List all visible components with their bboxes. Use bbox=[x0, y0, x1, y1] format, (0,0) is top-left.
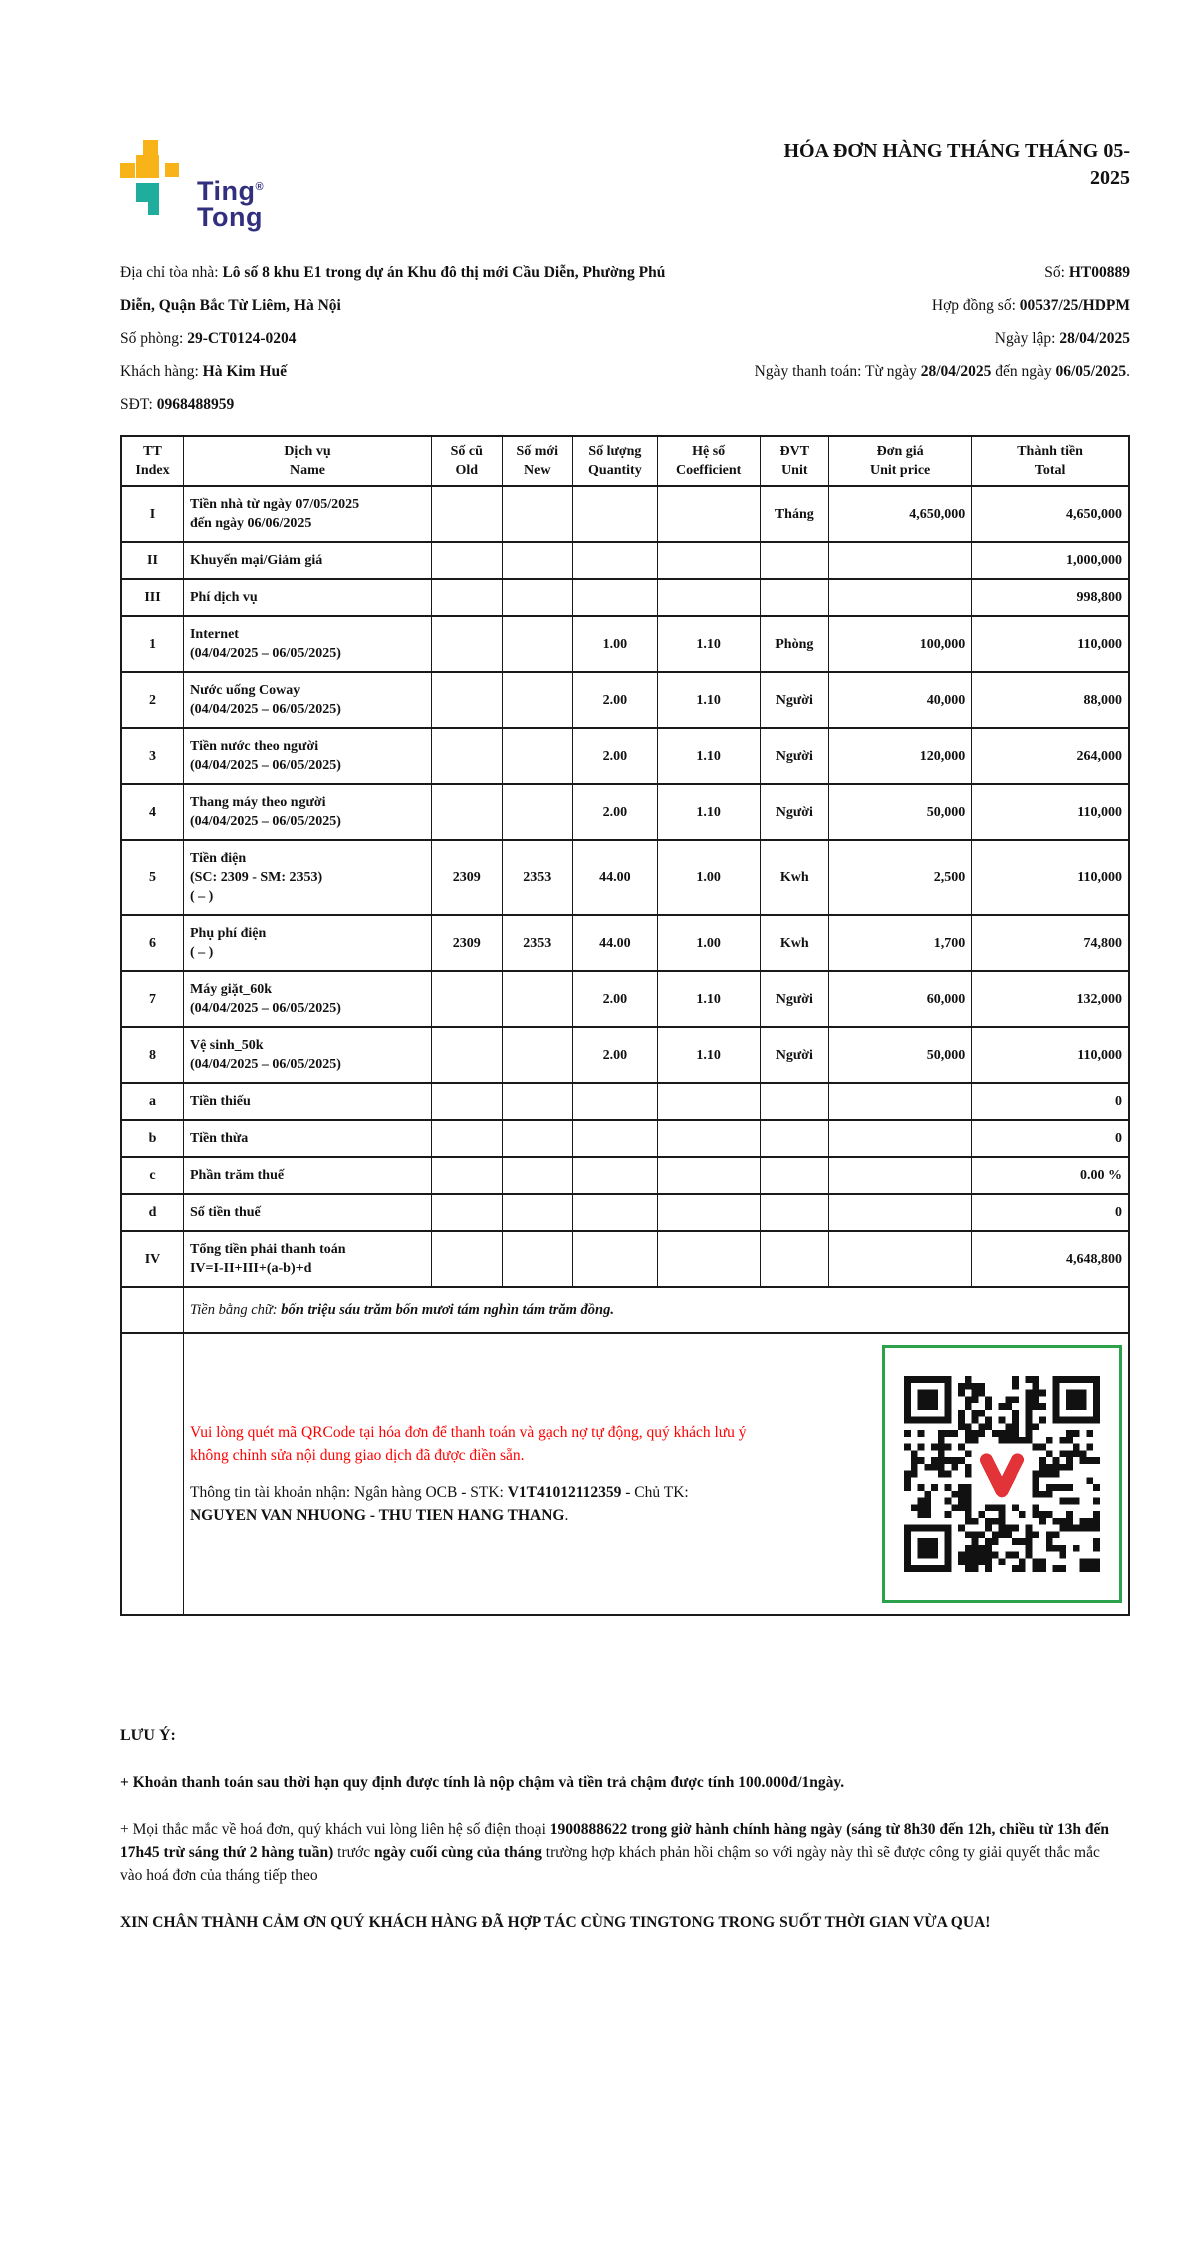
unit-price: 100,000 bbox=[829, 616, 972, 672]
service-name: Nước uống Coway (04/04/2025 – 06/05/2025) bbox=[183, 672, 431, 728]
logo-pixel bbox=[165, 163, 179, 177]
total: 110,000 bbox=[972, 840, 1129, 915]
meter-new bbox=[502, 1027, 573, 1083]
service-name: Khuyến mại/Giảm giá bbox=[183, 542, 431, 579]
table-header-cell: TT Index bbox=[121, 436, 183, 486]
service-name: Tiền thừa bbox=[183, 1120, 431, 1157]
table-row bbox=[121, 1083, 1129, 1120]
amount-in-words-row bbox=[121, 1287, 1129, 1333]
text-segment: bốn triệu sáu trăm bốn mươi tám nghìn tám trăm đồng. bbox=[281, 1301, 615, 1318]
meter-old: 2309 bbox=[431, 840, 502, 915]
meter-new bbox=[502, 784, 573, 840]
customer-phone bbox=[120, 388, 700, 421]
notes-section bbox=[120, 1724, 1130, 1934]
unit-price bbox=[829, 1231, 972, 1287]
text-segment: - Chủ TK: bbox=[621, 1484, 689, 1501]
text-segment: Hà Kim Huế bbox=[202, 363, 288, 380]
meter-new bbox=[502, 486, 573, 542]
table-row bbox=[121, 1027, 1129, 1083]
table-header-cell: Thành tiền Total bbox=[972, 436, 1129, 486]
text-segment: Ngày lập: bbox=[994, 330, 1060, 347]
meter-old bbox=[431, 1083, 502, 1120]
amount-in-words bbox=[183, 1287, 1129, 1333]
text-segment: Lô số 8 khu E1 trong dự án Khu đô thị mới Cầu Diễn, Phường Phú Diễn, Quận Bắc Từ Liêm, Hà Nội bbox=[120, 264, 666, 314]
quantity bbox=[573, 486, 658, 542]
qr-code-frame bbox=[882, 1345, 1122, 1603]
row-index: d bbox=[121, 1194, 183, 1231]
thanks-note: XIN CHÂN THÀNH CẢM ƠN QUÝ KHÁCH HÀNG ĐÃ HỢP TÁC CÙNG TINGTONG TRONG SUỐT THỜI GIAN VỪA QUA! bbox=[120, 1914, 991, 1931]
table-header-cell: Số mới New bbox=[502, 436, 573, 486]
total: 0 bbox=[972, 1083, 1129, 1120]
text-segment: Số: bbox=[1044, 264, 1069, 281]
total: 110,000 bbox=[972, 616, 1129, 672]
info-section bbox=[120, 256, 1130, 421]
text-segment: Địa chỉ tòa nhà: bbox=[120, 264, 223, 281]
unit-price: 50,000 bbox=[829, 784, 972, 840]
row-index: IV bbox=[121, 1231, 183, 1287]
table-row bbox=[121, 579, 1129, 616]
text-segment: 00537/25/HDPM bbox=[1019, 297, 1130, 314]
unit: Kwh bbox=[760, 915, 829, 971]
meter-new: 2353 bbox=[502, 915, 573, 971]
quantity bbox=[573, 579, 658, 616]
unit: Người bbox=[760, 1027, 829, 1083]
logo-line1: Ting bbox=[197, 176, 256, 206]
table-row bbox=[121, 915, 1129, 971]
row-index: 3 bbox=[121, 728, 183, 784]
coefficient bbox=[657, 486, 760, 542]
coefficient: 1.10 bbox=[657, 784, 760, 840]
coefficient: 1.10 bbox=[657, 672, 760, 728]
quantity: 2.00 bbox=[573, 672, 658, 728]
table-header-cell: Số lượng Quantity bbox=[573, 436, 658, 486]
total: 110,000 bbox=[972, 1027, 1129, 1083]
service-name: Internet (04/04/2025 – 06/05/2025) bbox=[183, 616, 431, 672]
table-row bbox=[121, 672, 1129, 728]
quantity: 2.00 bbox=[573, 784, 658, 840]
total: 998,800 bbox=[972, 579, 1129, 616]
text-segment: + Mọi thắc mắc về hoá đơn, quý khách vui lòng liên hệ số điện thoại bbox=[120, 1821, 550, 1838]
coefficient bbox=[657, 579, 760, 616]
text-segment: Tiền bằng chữ: bbox=[189, 1301, 282, 1318]
table-row bbox=[121, 840, 1129, 915]
row-index: 7 bbox=[121, 971, 183, 1027]
total: 4,650,000 bbox=[972, 486, 1129, 542]
meter-old: 2309 bbox=[431, 915, 502, 971]
quantity: 1.00 bbox=[573, 616, 658, 672]
meter-new bbox=[502, 728, 573, 784]
row-index: III bbox=[121, 579, 183, 616]
logo-pixel bbox=[136, 155, 159, 178]
service-name: Phí dịch vụ bbox=[183, 579, 431, 616]
unit bbox=[760, 1194, 829, 1231]
total: 74,800 bbox=[972, 915, 1129, 971]
unit bbox=[760, 542, 829, 579]
service-name: Phụ phí điện ( – ) bbox=[183, 915, 431, 971]
unit bbox=[760, 1120, 829, 1157]
row-index: c bbox=[121, 1157, 183, 1194]
text-segment: trước bbox=[333, 1844, 374, 1861]
meter-old bbox=[431, 728, 502, 784]
service-name: Số tiền thuế bbox=[183, 1194, 431, 1231]
table-row bbox=[121, 486, 1129, 542]
unit-price: 50,000 bbox=[829, 1027, 972, 1083]
table-header-row bbox=[121, 436, 1129, 486]
total: 0 bbox=[972, 1194, 1129, 1231]
unit-price bbox=[829, 1120, 972, 1157]
quantity: 44.00 bbox=[573, 840, 658, 915]
contact-note bbox=[120, 1818, 1110, 1887]
unit bbox=[760, 579, 829, 616]
text-segment: 0968488959 bbox=[156, 396, 235, 413]
meter-old bbox=[431, 542, 502, 579]
tingtong-logo bbox=[120, 138, 264, 230]
unit-price: 120,000 bbox=[829, 728, 972, 784]
text-segment: trường hợp khách phản hồi chậm so với ngày này thì sẽ được công ty giải quyết thắc mắc vào hoá đơn của tháng tiếp theo bbox=[120, 1844, 1100, 1884]
unit-price: 2,500 bbox=[829, 840, 972, 915]
unit-price bbox=[829, 579, 972, 616]
quantity bbox=[573, 1083, 658, 1120]
text-segment: Thông tin tài khoản nhận: Ngân hàng OCB - STK: bbox=[189, 1484, 508, 1501]
row-index: a bbox=[121, 1083, 183, 1120]
table-header-cell: Dịch vụ Name bbox=[183, 436, 431, 486]
coefficient: 1.10 bbox=[657, 728, 760, 784]
meter-old bbox=[431, 616, 502, 672]
table-row bbox=[121, 1231, 1129, 1287]
text-segment: Ngày thanh toán: Từ ngày bbox=[754, 363, 921, 380]
row-index: II bbox=[121, 542, 183, 579]
text-segment: 29-CT0124-0204 bbox=[187, 330, 297, 347]
total: 0 bbox=[972, 1120, 1129, 1157]
text-segment: SĐT: bbox=[120, 396, 157, 413]
unit-price bbox=[829, 1083, 972, 1120]
tingtong-logo-icon bbox=[120, 140, 182, 220]
row-index: 4 bbox=[121, 784, 183, 840]
text-segment: 28/04/2025 bbox=[920, 363, 992, 380]
text-segment: 1900888622 trong giờ hành chính hàng ngày (sáng từ 8h30 đến 12h, chiều từ 13h đến 17h45 trừ sáng thứ 2 hàng tuần) bbox=[120, 1821, 1109, 1861]
table-row bbox=[121, 1157, 1129, 1194]
service-name: Vệ sinh_50k (04/04/2025 – 06/05/2025) bbox=[183, 1027, 431, 1083]
service-name: Tiền nước theo người (04/04/2025 – 06/05/2025) bbox=[183, 728, 431, 784]
total: 132,000 bbox=[972, 971, 1129, 1027]
unit bbox=[760, 1231, 829, 1287]
issue-date bbox=[700, 322, 1130, 355]
table-row bbox=[121, 542, 1129, 579]
row-index: b bbox=[121, 1120, 183, 1157]
invoice-table bbox=[120, 435, 1130, 1616]
quantity: 2.00 bbox=[573, 728, 658, 784]
qr-code bbox=[904, 1376, 1100, 1572]
coefficient: 1.10 bbox=[657, 971, 760, 1027]
text-segment: . bbox=[1126, 363, 1130, 380]
meter-old bbox=[431, 1027, 502, 1083]
coefficient: 1.00 bbox=[657, 840, 760, 915]
coefficient: 1.00 bbox=[657, 915, 760, 971]
meter-old bbox=[431, 1231, 502, 1287]
unit-price bbox=[829, 1157, 972, 1194]
text-segment: Số phòng: bbox=[120, 330, 188, 347]
text-segment: HT00889 bbox=[1068, 264, 1130, 281]
service-name: Máy giặt_60k (04/04/2025 – 06/05/2025) bbox=[183, 971, 431, 1027]
service-name: Phần trăm thuế bbox=[183, 1157, 431, 1194]
qr-instructions bbox=[190, 1421, 750, 1527]
table-row bbox=[121, 971, 1129, 1027]
coefficient bbox=[657, 1083, 760, 1120]
unit-price bbox=[829, 1194, 972, 1231]
row-index: 5 bbox=[121, 840, 183, 915]
meter-new bbox=[502, 672, 573, 728]
notes-heading: LƯU Ý: bbox=[120, 1727, 176, 1744]
total: 1,000,000 bbox=[972, 542, 1129, 579]
text-segment: ngày cuối cùng của tháng bbox=[373, 1844, 542, 1861]
text-segment: Hợp đồng số: bbox=[931, 297, 1020, 314]
table-row bbox=[121, 616, 1129, 672]
meter-old bbox=[431, 784, 502, 840]
unit-price bbox=[829, 542, 972, 579]
logo-pixel bbox=[148, 202, 159, 215]
meter-new bbox=[502, 1231, 573, 1287]
coefficient bbox=[657, 542, 760, 579]
service-name: Tiền điện (SC: 2309 - SM: 2353) ( – ) bbox=[183, 840, 431, 915]
logo-pixel bbox=[136, 183, 159, 202]
row-index: 1 bbox=[121, 616, 183, 672]
text-segment: 06/05/2025 bbox=[1055, 363, 1127, 380]
text-segment: V1T41012112359 bbox=[507, 1484, 622, 1501]
coefficient bbox=[657, 1120, 760, 1157]
table-header-cell: Số cũ Old bbox=[431, 436, 502, 486]
meter-new bbox=[502, 1157, 573, 1194]
service-name: Thang máy theo người (04/04/2025 – 06/05/2025) bbox=[183, 784, 431, 840]
meter-old bbox=[431, 1120, 502, 1157]
table-header-cell: Đơn giá Unit price bbox=[829, 436, 972, 486]
table-header-cell: Hệ số Coefficient bbox=[657, 436, 760, 486]
logo-pixel bbox=[143, 140, 158, 155]
total: 0.00 % bbox=[972, 1157, 1129, 1194]
coefficient: 1.10 bbox=[657, 1027, 760, 1083]
meter-old bbox=[431, 486, 502, 542]
invoice-number bbox=[700, 256, 1130, 289]
unit-price: 40,000 bbox=[829, 672, 972, 728]
contract-number bbox=[700, 289, 1130, 322]
header bbox=[120, 138, 1130, 234]
meter-new bbox=[502, 579, 573, 616]
text-segment: . bbox=[564, 1507, 569, 1524]
quantity bbox=[573, 1194, 658, 1231]
quantity bbox=[573, 542, 658, 579]
meter-old bbox=[431, 1194, 502, 1231]
qr-section bbox=[183, 1333, 1129, 1615]
meter-old bbox=[431, 1157, 502, 1194]
unit: Kwh bbox=[760, 840, 829, 915]
meter-new bbox=[502, 1083, 573, 1120]
empty-cell bbox=[121, 1287, 183, 1333]
meter-new bbox=[502, 1120, 573, 1157]
table-row bbox=[121, 784, 1129, 840]
empty-cell bbox=[121, 1333, 183, 1615]
total: 110,000 bbox=[972, 784, 1129, 840]
unit: Người bbox=[760, 672, 829, 728]
info-right bbox=[700, 256, 1130, 421]
quantity: 44.00 bbox=[573, 915, 658, 971]
page-title: HÓA ĐƠN HÀNG THÁNG THÁNG 05-2025 bbox=[783, 140, 1130, 189]
registered-mark: ® bbox=[255, 181, 265, 193]
logo-line2: Tong bbox=[197, 202, 263, 232]
unit-price: 1,700 bbox=[829, 915, 972, 971]
meter-old bbox=[431, 672, 502, 728]
unit bbox=[760, 1157, 829, 1194]
meter-new bbox=[502, 1194, 573, 1231]
info-left bbox=[120, 256, 700, 421]
table-row bbox=[121, 1120, 1129, 1157]
meter-old bbox=[431, 971, 502, 1027]
table-header-cell: ĐVT Unit bbox=[760, 436, 829, 486]
meter-new: 2353 bbox=[502, 840, 573, 915]
service-name: Tổng tiền phải thanh toán IV=I-II+III+(a-b)+d bbox=[183, 1231, 431, 1287]
table-row bbox=[121, 728, 1129, 784]
row-index: 8 bbox=[121, 1027, 183, 1083]
total: 88,000 bbox=[972, 672, 1129, 728]
quantity bbox=[573, 1120, 658, 1157]
room-number bbox=[120, 322, 700, 355]
invoice-table-body bbox=[121, 486, 1129, 1287]
text-segment: 28/04/2025 bbox=[1059, 330, 1130, 347]
coefficient bbox=[657, 1157, 760, 1194]
coefficient bbox=[657, 1231, 760, 1287]
building-address bbox=[120, 256, 700, 322]
logo-wordmark bbox=[197, 174, 264, 230]
unit: Người bbox=[760, 728, 829, 784]
meter-new bbox=[502, 542, 573, 579]
payment-period bbox=[700, 355, 1130, 388]
row-index: I bbox=[121, 486, 183, 542]
total: 264,000 bbox=[972, 728, 1129, 784]
unit: Tháng bbox=[760, 486, 829, 542]
coefficient: 1.10 bbox=[657, 616, 760, 672]
meter-new bbox=[502, 971, 573, 1027]
logo-pixel bbox=[120, 163, 135, 178]
text-segment: Khách hàng: bbox=[120, 363, 203, 380]
quantity bbox=[573, 1231, 658, 1287]
table-row bbox=[121, 1194, 1129, 1231]
quantity bbox=[573, 1157, 658, 1194]
row-index: 2 bbox=[121, 672, 183, 728]
service-name: Tiền nhà từ ngày 07/05/2025 đến ngày 06/06/2025 bbox=[183, 486, 431, 542]
meter-new bbox=[502, 616, 573, 672]
coefficient bbox=[657, 1194, 760, 1231]
unit: Người bbox=[760, 784, 829, 840]
unit: Người bbox=[760, 971, 829, 1027]
qr-warning-text: Vui lòng quét mã QRCode tại hóa đơn để thanh toán và gạch nợ tự động, quý khách lưu ý không chỉnh sửa nội dung giao dịch đã được điền sẵn. bbox=[189, 1424, 747, 1464]
row-index: 6 bbox=[121, 915, 183, 971]
unit-price: 4,650,000 bbox=[829, 486, 972, 542]
account-info-text bbox=[190, 1481, 750, 1527]
meter-old bbox=[431, 579, 502, 616]
unit-price: 60,000 bbox=[829, 971, 972, 1027]
quantity: 2.00 bbox=[573, 1027, 658, 1083]
qr-row bbox=[121, 1333, 1129, 1615]
unit bbox=[760, 1083, 829, 1120]
unit: Phòng bbox=[760, 616, 829, 672]
quantity: 2.00 bbox=[573, 971, 658, 1027]
customer-name bbox=[120, 355, 700, 388]
service-name: Tiền thiếu bbox=[183, 1083, 431, 1120]
total: 4,648,800 bbox=[972, 1231, 1129, 1287]
text-segment: NGUYEN VAN NHUONG - THU TIEN HANG THANG bbox=[189, 1507, 565, 1524]
late-fee-note: + Khoản thanh toán sau thời hạn quy định được tính là nộp chậm và tiền trả chậm được tính 100.000đ/1ngày. bbox=[120, 1774, 845, 1791]
text-segment: đến ngày bbox=[991, 363, 1056, 380]
